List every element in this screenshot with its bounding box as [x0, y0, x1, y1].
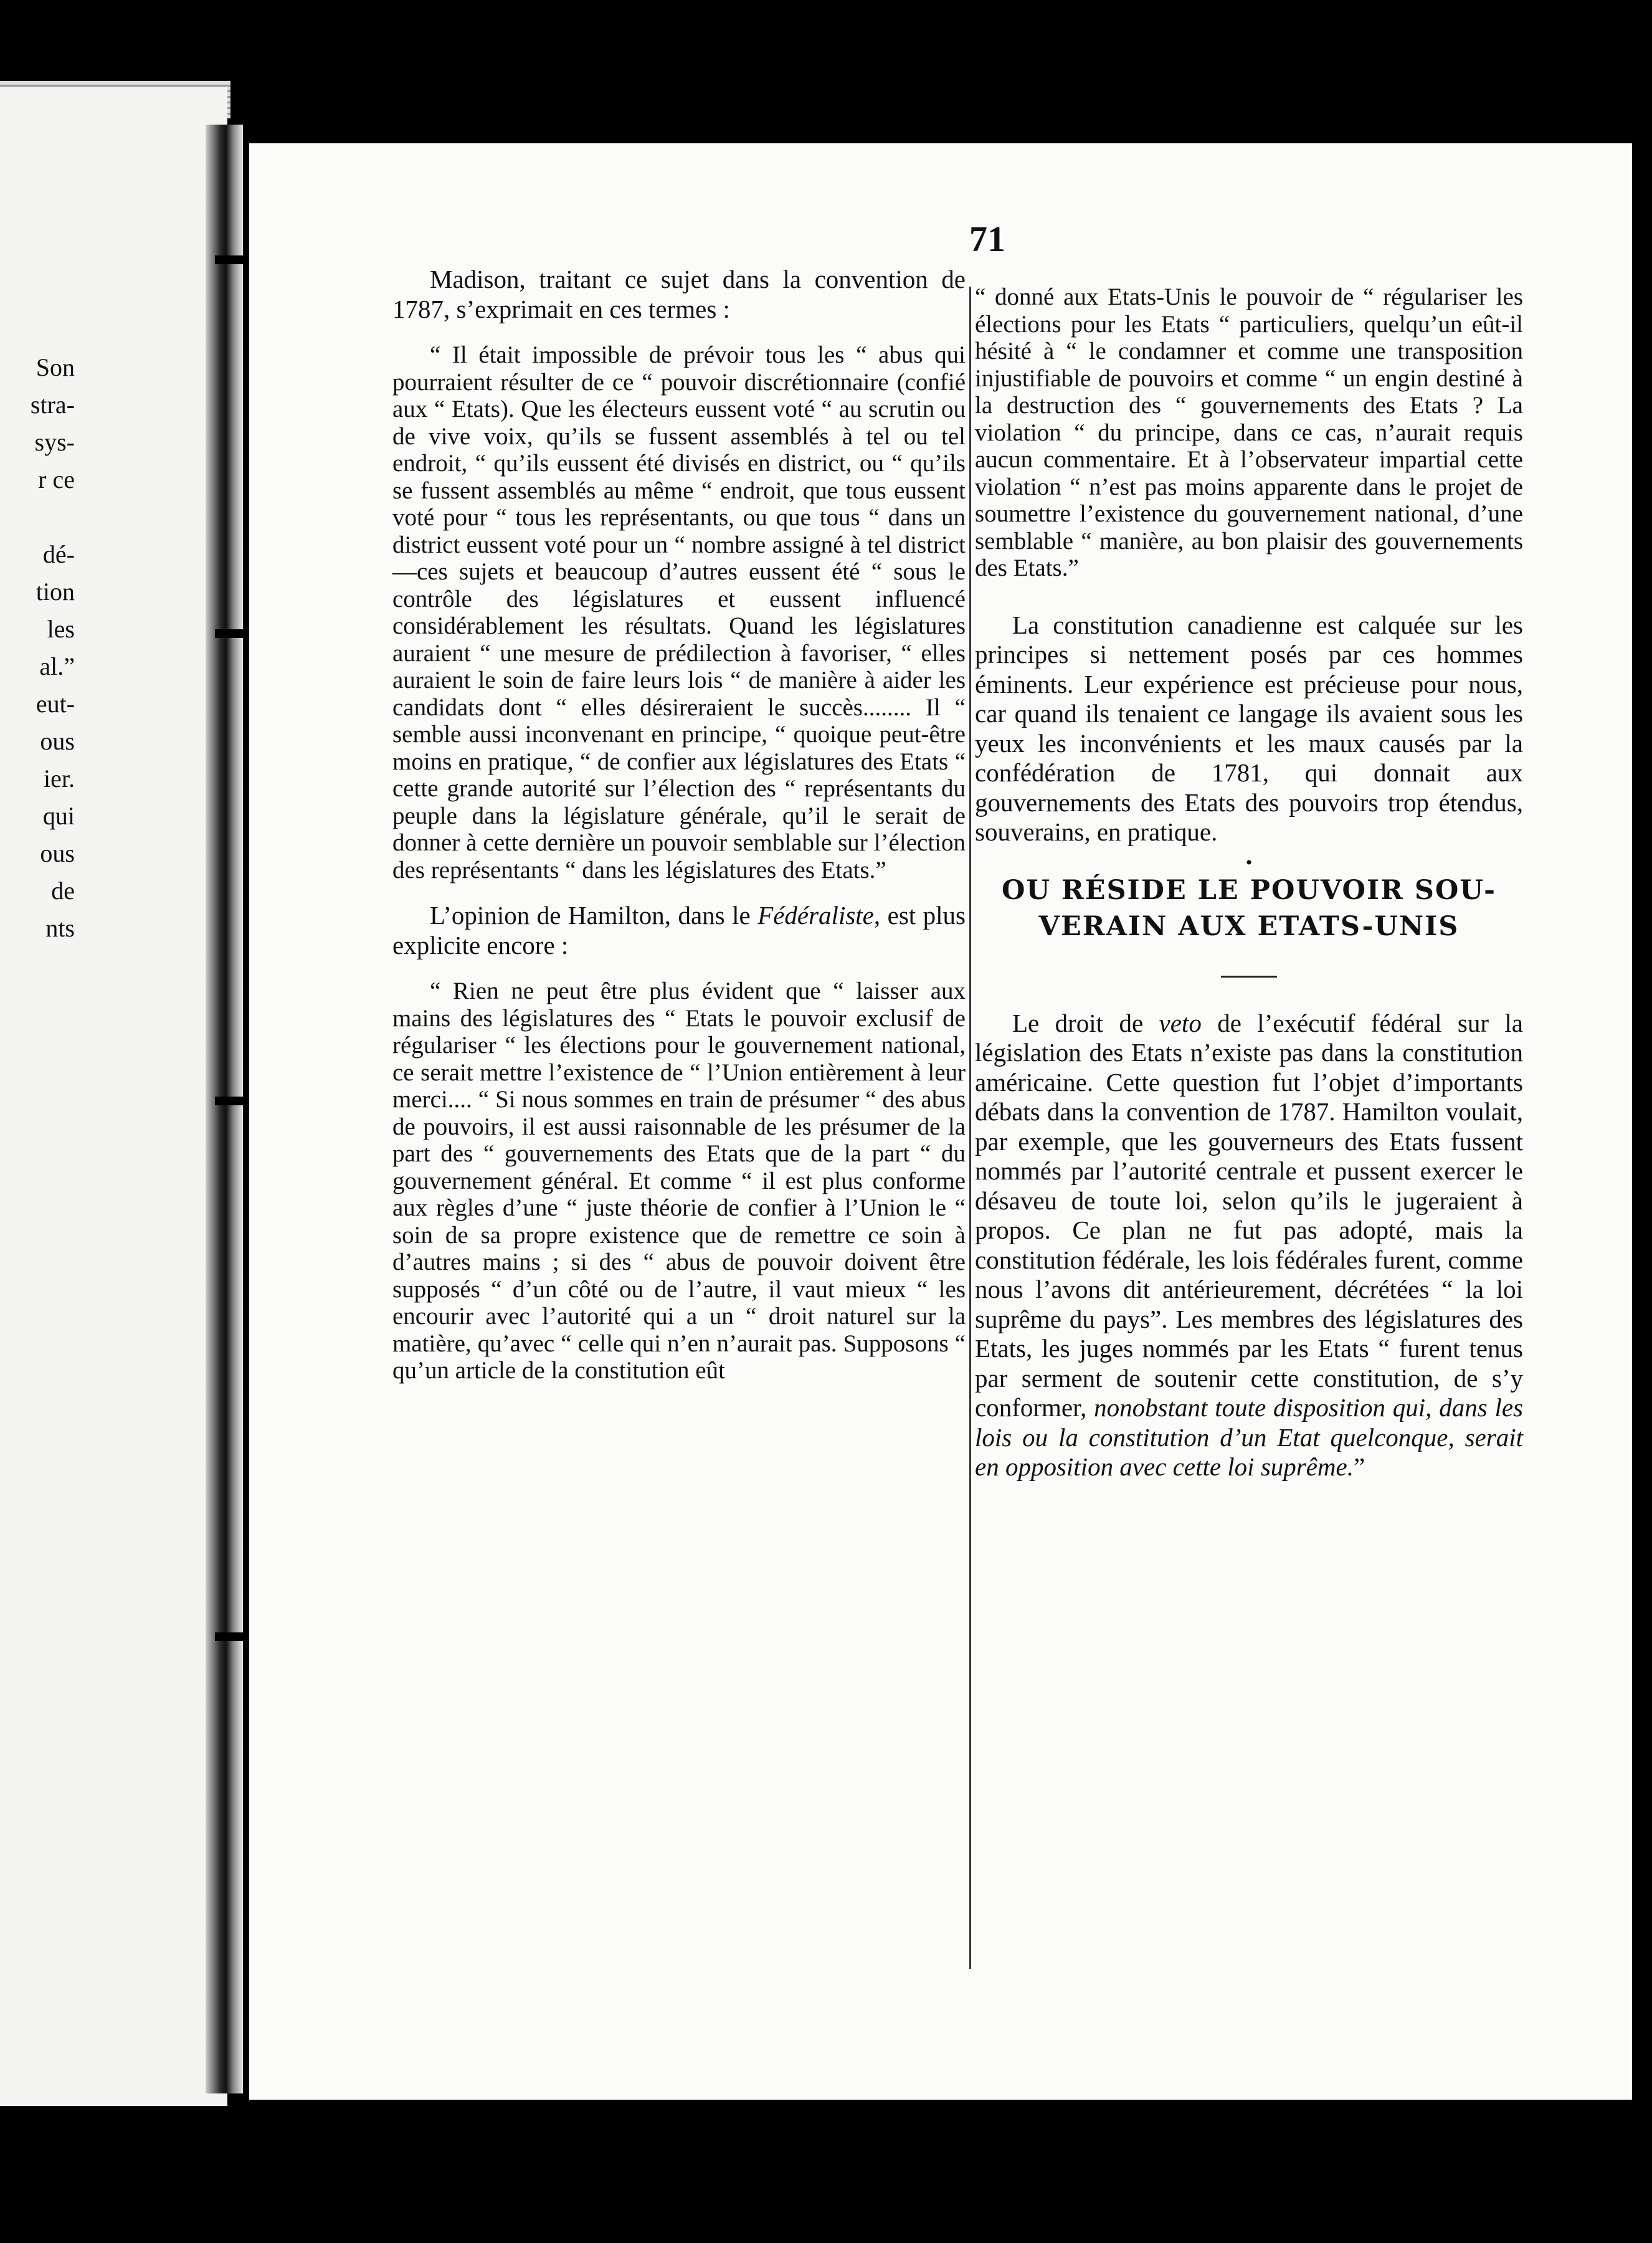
left-page-fragment: al.” [39, 652, 75, 680]
left-page-fragment [0, 498, 75, 536]
veto-paragraph [975, 1009, 1523, 1482]
page-number: 71 [969, 219, 1005, 259]
left-page-fragment: de [51, 877, 75, 905]
left-column [392, 265, 966, 1384]
left-page-fragment: les [47, 615, 75, 643]
hamilton-intro-text: L’opinion de Hamilton, dans le [430, 901, 758, 930]
left-page-fragment: ous [40, 727, 75, 755]
hamilton-quote-continuation: “ donné aux Etats-Unis le pouvoir de “ régulariser les élections pour les Etats “ particuliers, quelqu’un eût-il hésité à “ le condamner et comme une transposition injustifiable de pouvoirs et comme “ un engin destiné à la destruction des “ gouvernements des Etats ? La violation “ du principe, dans ce cas, n’aurait requis aucun commentaire. Et à l’observateur impartial cette violation “ n’est pas moins apparente dans le projet de soumettre l’existence du gouvernement national, d’une semblable “ manière, au bon plaisir des gouvernements des Etats.” [975, 283, 1523, 581]
left-page-fragment: sys- [34, 428, 75, 456]
left-page-fragment: qui [42, 802, 75, 830]
right-column [975, 283, 1523, 1482]
left-page-fragment: dé- [42, 540, 75, 568]
heading-rule [1221, 976, 1277, 978]
veto-text-1: Le droit de [1012, 1008, 1159, 1037]
left-page-fragment: r ce [38, 465, 75, 493]
book-binding-gutter [206, 125, 243, 2093]
section-heading-line-2: VERAIN AUX ETATS-UNIS [1038, 910, 1460, 942]
supreme-law-clause: nonobstant toute disposition qui, dans les lois ou la constitution d’un Etat quelconque, serait en opposition avec cette loi suprême. [975, 1393, 1523, 1481]
left-page-fragment: tion [36, 578, 75, 606]
heading-dot: • [1245, 852, 1253, 873]
left-page-fragment: ier. [44, 764, 75, 793]
left-page-text-fragments [0, 349, 75, 947]
left-page-fragment: nts [45, 914, 75, 942]
veto-closing-quote: ” [1354, 1452, 1365, 1481]
left-page-fragment: ous [40, 839, 75, 867]
section-heading-line-1: OU RÉSIDE LE POUVOIR SOU- [1002, 874, 1496, 906]
hamilton-intro [392, 901, 966, 960]
veto-text-2: de l’exécutif fédéral sur la législation des Etats n’existe pas dans la constitution américaine. Cette question fut l’objet d’importants débats dans la convention de 1787. Hamilton voulait, par exemple, que les gouverneurs des Etats fussent nommés par l’autorité centrale et pussent exercer le désaveu de toute loi, selon qu’ils le jugeraient à propos. Ce plan ne fut pas adopté, mais la constitution fédérale, les lois fédérales furent, comme nous l’avons dit antérieurement, décrétées “ la loi suprême du pays”. Les membres des législatures des Etats, les juges nommés par les Etats “ furent tenus par serment de soutenir cette constitution, de s’y conformer, [975, 1008, 1523, 1422]
column-divider [969, 287, 971, 1969]
madison-intro: Madison, traitant ce sujet dans la convention de 1787, s’exprimait en ces termes : [392, 265, 966, 323]
federaliste-title: Fédéraliste [757, 901, 874, 930]
madison-quote: “ Il était impossible de prévoir tous les “ abus qui pourraient résulter de ce “ pouvoir discrétionnaire (confié aux “ Etats). Que les électeurs eussent voté “ au scrutin ou de vive voix, qu’ils se fussent assemblés à tel ou tel endroit, “ qu’ils eussent été divisés en district, ou “ qu’ils se fussent assemblés au même “ endroit, que tous eussent voté pour “ tous les représentants, ou que tous “ dans un district eussent voté pour un “ nombre assigné à tel district—ces sujets et beaucoup d’autres eussent été “ sous le contrôle des législatures et eussent influencé considérablement les résultats. Quand les législatures auraient “ une mesure de prédilection à favoriser, “ elles auraient le soin de faire leurs lois “ de manière à aider les candidats dont “ elles désireraient le succès........ Il “ semble aussi inconvenant en principe, “ quoique peut-être moins en pratique, “ de confier aux législatures des Etats “ cette grande autorité sur l’élection des “ représentants du peuple dans la législature générale, qu’il le serait de donner à cette dernière un pouvoir semblable sur l’élection des représentants “ dans les législatures des Etats.” [392, 341, 966, 883]
left-facing-page [0, 87, 227, 2106]
veto-word: veto [1159, 1008, 1202, 1037]
hamilton-quote: “ Rien ne peut être plus évident que “ laisser aux mains des législatures des “ Etats le pouvoir exclusif de régulariser “ les élections pour le gouvernement national, ce serait mettre l’existence de “ l’Union entièrement à leur merci.... “ Si nous sommes en train de présumer “ des abus de pouvoirs, il est aussi raisonnable de les présumer de la part des “ gouvernements des Etats que de la part “ du gouvernement général. Et comme “ il est plus conforme aux règles d’une “ juste théorie de confier à l’Union le “ soin de sa propre existence que de remettre ce soin à d’autres mains ; si des “ abus de pouvoir doivent être supposés “ d’un côté ou de l’autre, il vaut mieux “ les encourir avec l’autorité qui a un “ droit naturel sur la matière, qu’avec “ celle qui n’en n’aurait pas. Supposons “ qu’un article de la constitution eût [392, 978, 966, 1384]
left-page-fragment: eut- [36, 690, 75, 718]
left-page-fragment: stra- [30, 391, 75, 419]
hamilton-intro-end: , est plus explicite encore : [392, 901, 966, 960]
left-page-fragment: Son [36, 353, 75, 381]
canadian-constitution-paragraph: La constitution canadienne est calquée sur les principes si nettement posés par ces hommes éminents. Leur expérience est précieuse pour nous, car quand ils tenaient ce langage ils avaient sous les yeux les inconvénients et les maux causés par la confédération de 1781, qui donnait aux gouvernements des Etats des pouvoirs trop étendus, souverains, en pratique. [975, 610, 1523, 846]
